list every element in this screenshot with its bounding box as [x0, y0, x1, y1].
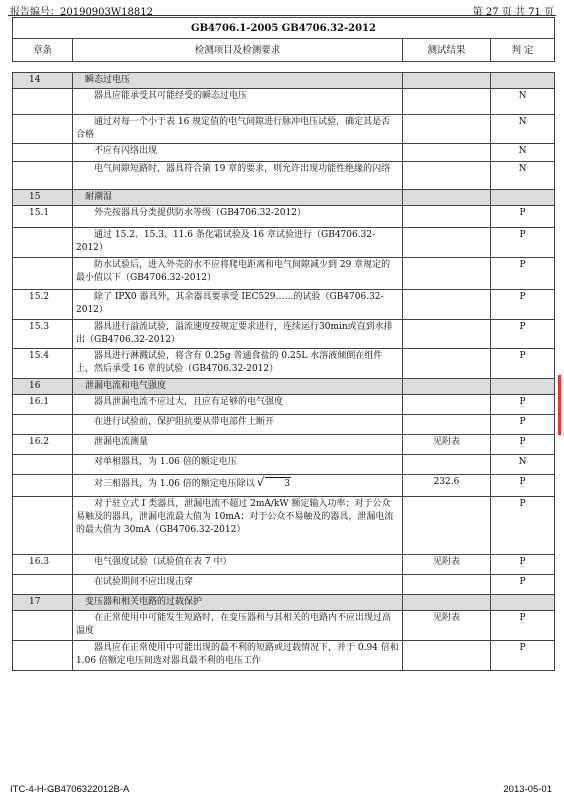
requirement-text: 在正常使用中可能发生短路时，在变压器和与其相关的电路内不应出现过高温度 [76, 613, 392, 636]
clause-cell [13, 89, 73, 115]
result-cell [403, 349, 491, 379]
requirement-text: 电气强度试验（试验值在表 7 中） [94, 557, 232, 567]
clause-cell [13, 455, 73, 475]
empty-cell [491, 190, 555, 206]
table-row [13, 290, 555, 320]
clause-cell [13, 497, 73, 555]
table-row [13, 497, 555, 555]
table-row [13, 575, 555, 595]
section-row [13, 73, 555, 89]
empty-cell [491, 73, 555, 89]
result-cell: 见附表 [403, 555, 491, 575]
requirement-text: 器具泄漏电流不应过大，且应有足够的电气强度 [94, 397, 284, 407]
result-cell [403, 258, 491, 290]
verdict-cell: N [491, 144, 555, 162]
empty-cell [491, 379, 555, 395]
requirement-cell [73, 641, 403, 671]
verdict-cell: P [491, 641, 555, 671]
table-row [13, 144, 555, 162]
requirement-text: 电气间隙短路时，器具符合第 19 章的要求，则允许出现功能性绝缘的闪络 [94, 164, 391, 174]
requirement-text: 在试验期间不应出现击穿 [94, 577, 194, 587]
requirement-text: 器具应在正常使用中可能出现的最不利的短路或过载情况下，并于 0.94 倍和 1.06 倍额定电压间选对器具最不利的电压工作 [76, 643, 399, 666]
empty-cell [491, 595, 555, 611]
requirement-cell [73, 497, 403, 555]
section-row [13, 595, 555, 611]
clause-cell [13, 228, 73, 258]
clause-cell [13, 144, 73, 162]
requirement-cell [73, 435, 403, 455]
table-row [13, 349, 555, 379]
table-row [13, 455, 555, 475]
verdict-cell: P [491, 415, 555, 435]
clause-cell [13, 162, 73, 190]
verdict-cell: P [491, 435, 555, 455]
verdict-cell: N [491, 89, 555, 115]
requirement-cell [73, 611, 403, 641]
section-title: 瞬态过电压 [73, 73, 403, 89]
clause-cell [13, 415, 73, 435]
empty-cell [403, 190, 491, 206]
table-row [13, 555, 555, 575]
result-cell: 见附表 [403, 611, 491, 641]
empty-cell [403, 73, 491, 89]
section-title: 变压器和相关电路的过载保护 [73, 595, 403, 611]
sqrt-symbol: √ [256, 475, 265, 489]
test-items-table [12, 72, 555, 671]
section-title: 耐潮湿 [73, 190, 403, 206]
clause-cell: 15.1 [13, 206, 73, 228]
clause-cell [13, 575, 73, 595]
verdict-cell: P [491, 206, 555, 228]
clause-cell: 16.2 [13, 435, 73, 455]
verdict-cell: P [491, 497, 555, 555]
table-row [13, 89, 555, 115]
verdict-cell: N [491, 115, 555, 144]
requirement-text: 防水试验后，进入外壳的水不应将爬电距离和电气间隙减少到 29 章规定的最小值以下（GB4706.32-2012） [76, 260, 391, 283]
result-cell: 232.6 [403, 475, 491, 497]
result-cell [403, 206, 491, 228]
table-row [13, 162, 555, 190]
verdict-cell: P [491, 555, 555, 575]
result-cell [403, 228, 491, 258]
requirement-text: 通过对每一个小于表 16 规定值的电气间隙进行脉冲电压试验，确定其是否合格 [76, 117, 391, 140]
requirement-cell [73, 89, 403, 115]
page-indicator: 第 27 页 共 71 页 [472, 7, 554, 18]
requirement-cell [73, 228, 403, 258]
requirement-text: 通过 15.2、15.3、11.6 条化霜试验及 16 章试验进行（GB4706.32-2012） [76, 230, 376, 253]
verdict-cell: P [491, 228, 555, 258]
result-cell [403, 415, 491, 435]
verdict-cell: P [491, 320, 555, 349]
requirement-cell [73, 144, 403, 162]
verdict-cell: P [491, 349, 555, 379]
result-cell [403, 290, 491, 320]
clause-cell [13, 641, 73, 671]
empty-cell [403, 595, 491, 611]
verdict-cell: P [491, 258, 555, 290]
requirement-cell [73, 395, 403, 415]
clause-cell: 15.3 [13, 320, 73, 349]
verdict-cell: N [491, 455, 555, 475]
result-cell [403, 455, 491, 475]
clause-cell [13, 258, 73, 290]
verdict-cell: N [491, 162, 555, 190]
table-row [13, 258, 555, 290]
col-item: 检测项目及检测要求 [73, 39, 403, 62]
clause-cell [13, 611, 73, 641]
clause-cell: 15 [13, 190, 73, 206]
requirement-cell [73, 320, 403, 349]
col-result: 测试结果 [403, 39, 491, 62]
verdict-cell: P [491, 611, 555, 641]
requirement-cell [73, 162, 403, 190]
section-row [13, 190, 555, 206]
result-cell [403, 162, 491, 190]
requirement-text: 不应有闪络出现 [94, 146, 158, 156]
result-cell [403, 89, 491, 115]
section-title: 泄漏电流和电气强度 [73, 379, 403, 395]
empty-cell [403, 379, 491, 395]
requirement-cell [73, 349, 403, 379]
requirement-cell [73, 206, 403, 228]
clause-cell: 17 [13, 595, 73, 611]
verdict-cell: P [491, 290, 555, 320]
verdict-cell: P [491, 575, 555, 595]
footer-date: 2013-05-01 [503, 784, 552, 795]
requirement-text: 泄漏电流测量 [94, 437, 149, 447]
result-cell [403, 320, 491, 349]
standards-header-table [12, 17, 555, 62]
section-row [13, 379, 555, 395]
requirement-cell [73, 555, 403, 575]
clause-cell [13, 115, 73, 144]
clause-cell: 16.3 [13, 555, 73, 575]
col-verdict: 判 定 [491, 39, 555, 62]
clause-cell: 15.2 [13, 290, 73, 320]
requirement-text: 在进行试验前，保护阻抗要从带电部件上断开 [94, 417, 275, 427]
requirement-text: 对三相器具，为 1.06 倍的额定电压除以 [94, 479, 255, 489]
table-row [13, 206, 555, 228]
requirement-text: 器具进行淋溅试验，将含有 0.25g 普通食盐的 0.25L 水溶液倾倒在组件上，然后承受 16 章的试验（GB4706.32-2012） [76, 351, 383, 374]
requirement-cell [73, 415, 403, 435]
table-row [13, 611, 555, 641]
table-row [13, 320, 555, 349]
clause-cell: 16 [13, 379, 73, 395]
col-clause: 章条 [13, 39, 73, 62]
requirement-cell [73, 455, 403, 475]
table-row [13, 395, 555, 415]
requirement-text: 对于驻立式 I 类器具，泄漏电流不超过 2mA/kW 额定输入功率；对于公众易触及的器具，泄漏电流最大值为 10mA；对于公众不易触及的器具，泄漏电流的最大值为 30mA（GB4706.32-2012） [76, 499, 394, 535]
table-row [13, 415, 555, 435]
requirement-cell [73, 290, 403, 320]
verdict-cell: P [491, 475, 555, 497]
table-row [13, 641, 555, 671]
footer-doc-id: ITC-4-H-GB4706322012B-A [10, 784, 130, 795]
requirement-cell [73, 258, 403, 290]
requirement-text: 器具进行溢流试验，溢流速度按规定要求进行，连续运行30min或直到水排出（GB4706.32-2012） [76, 322, 393, 345]
requirement-text: 除了 IPX0 器具外，其余器具要承受 IEC529……的试验（GB4706.32-2012） [76, 292, 384, 315]
clause-cell: 15.4 [13, 349, 73, 379]
result-cell [403, 144, 491, 162]
table-row [13, 115, 555, 144]
result-cell: 见附表 [403, 435, 491, 455]
table-row [13, 435, 555, 455]
requirement-text: 对单相器具，为 1.06 倍的额定电压 [94, 457, 237, 467]
result-cell [403, 575, 491, 595]
requirement-cell [73, 475, 403, 497]
clause-cell: 16.1 [13, 395, 73, 415]
result-cell [403, 395, 491, 415]
result-cell [403, 115, 491, 144]
verdict-cell: P [491, 395, 555, 415]
result-cell [403, 497, 491, 555]
requirement-text: 外壳按器具分类提供防水等级（GB4706.32-2012） [94, 208, 306, 218]
header-divider [8, 15, 556, 16]
clause-cell [13, 475, 73, 497]
margin-mark [558, 375, 561, 435]
table-row [13, 228, 555, 258]
table-row [13, 475, 555, 497]
result-cell [403, 641, 491, 671]
requirement-cell [73, 575, 403, 595]
standards-title: GB4706.1-2005 GB4706.32-2012 [13, 18, 555, 39]
requirement-cell [73, 115, 403, 144]
requirement-text: 器具应能承受其可能经受的瞬态过电压 [94, 91, 248, 101]
clause-cell: 14 [13, 73, 73, 89]
sqrt-operand: 3 [265, 477, 291, 491]
report-number: 报告编号：20190903W18812 [10, 7, 153, 18]
